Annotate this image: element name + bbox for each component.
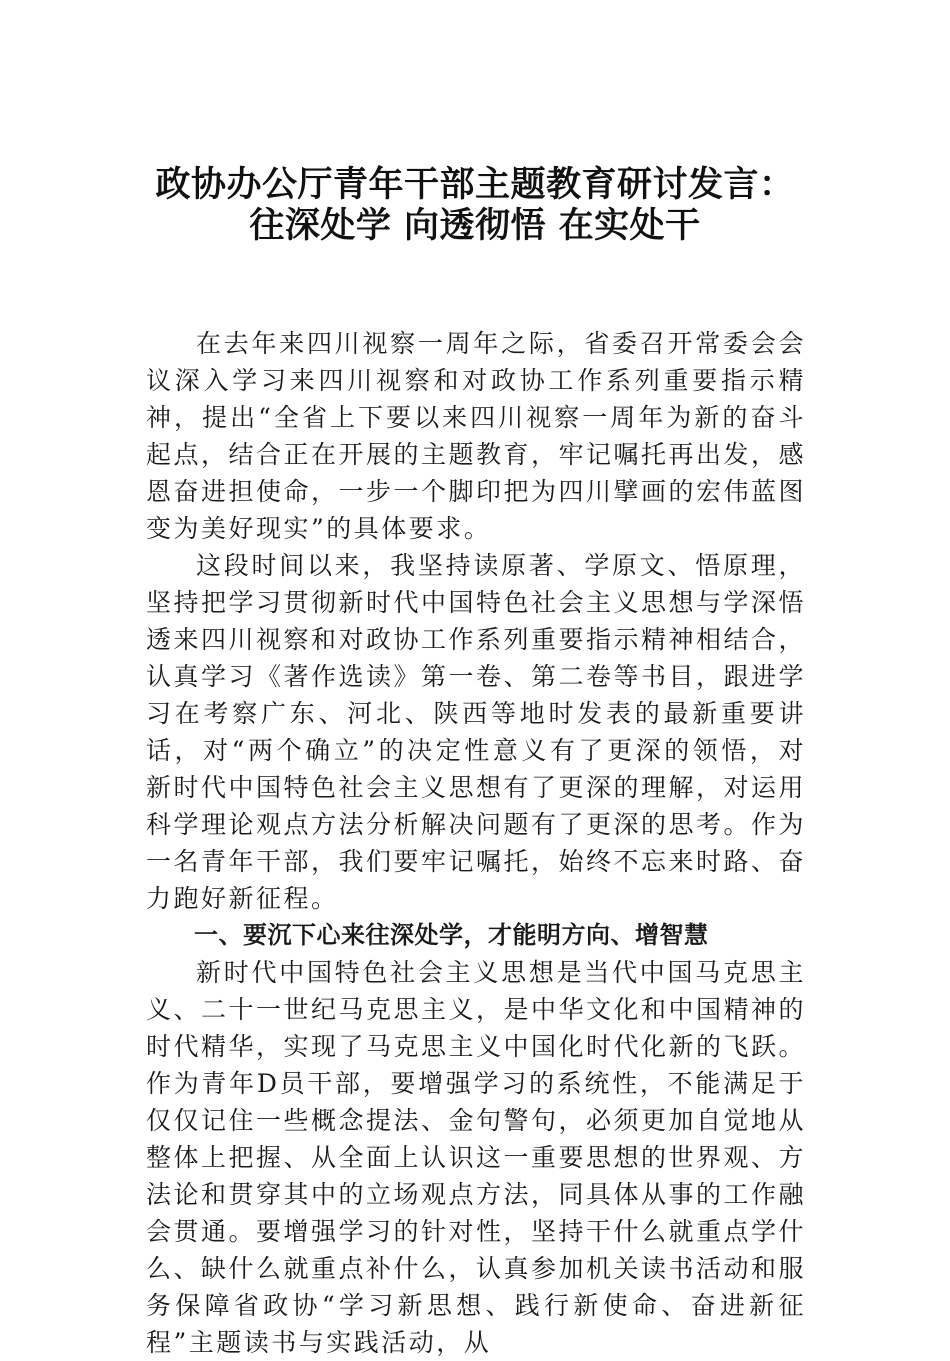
- section-1-paragraph: 新时代中国特色社会主义思想是当代中国马克思主义、二十一世纪马克思主义，是中华文化和中国精神的时代精华，实现了马克思主义中国化时代化新的飞跃。作为青年D员干部，要增强学习的系统性，不能满足于仅仅记住一些概念提法、金句警句，必须更加自觉地从整体上把握、从全面上认识这一重要思想的世界观、方法论和贯穿其中的立场观点方法，同具体从事的工作融会贯通。要增强学习的针对性，坚持干什么就重点学什么、缺什么就重点补什么，认真参加机关读书活动和服务保障省政协“学习新思想、践行新使命、奋进新征程”主题读书与实践活动，从: [146, 958, 807, 1357]
- document-title-line-1: 政协办公厅青年干部主题教育研讨发言：: [155, 164, 795, 205]
- document-body: [146, 325, 806, 1361]
- body-paragraph-2: 这段时间以来，我坚持读原著、学原文、悟原理，坚持把学习贯彻新时代中国特色社会主义思想与学深悟透来四川视察和对政协工作系列重要指示精神相结合，认真学习《著作选读》第一卷、第二卷等书目，跟进学习在考察广东、河北、陕西等地时发表的最新重要讲话，对“两个确立”的决定性意义有了更深的领悟，对新时代中国特色社会主义思想有了更深的理解，对运用科学理论观点方法分析解决问题有了更深的思考。作为一名青年干部，我们要牢记嘱托，始终不忘来时路、奋力跑好新征程。: [146, 551, 807, 913]
- body-paragraph-1: 在去年来四川视察一周年之际，省委召开常委会会议深入学习来四川视察和对政协工作系列重要指示精神，提出“全省上下要以来四川视察一周年为新的奋斗起点，结合正在开展的主题教育，牢记嘱托再出发，感恩奋进担使命，一步一个脚印把为四川擘画的宏伟蓝图变为美好现实”的具体要求。: [146, 329, 807, 543]
- document-title-line-2: 往深处学 向透彻悟 在实处干: [249, 205, 701, 246]
- section-heading-1: 一、要沉下心来往深处学，才能明方向、增智慧: [194, 921, 709, 949]
